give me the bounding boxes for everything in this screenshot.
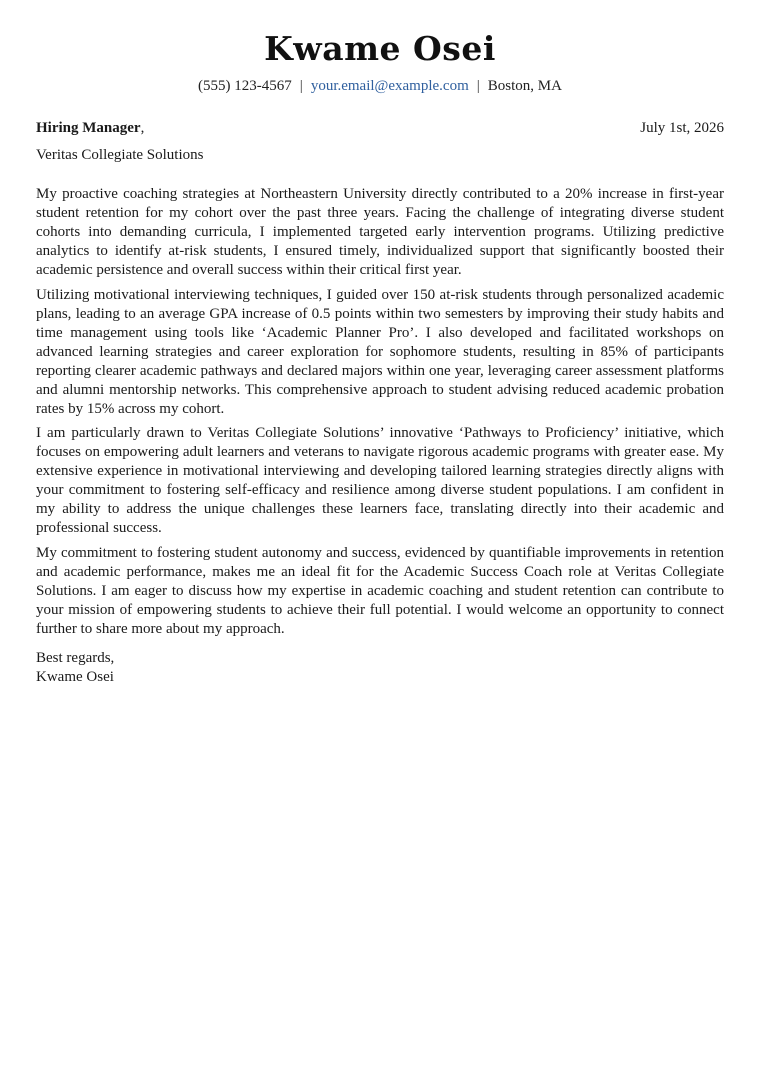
phone-number: (555) 123-4567 [198, 78, 292, 94]
body-paragraph-1: My proactive coaching strategies at Northeastern University directly contributed to a 20% increase in first-year student retention for my cohort over the past three years. Facing the challenge of integrating diverse student cohorts into demanding curricula, I implemented targeted early intervention programs. Utilizing predictive analytics to identify at-risk students, I ensured timely, individualized support that significantly boosted their academic persistence and overall success within their critical first year. [36, 186, 724, 278]
recipient-date-row [36, 119, 724, 137]
letter-body [36, 185, 724, 639]
email-link[interactable]: your.email@example.com [310, 78, 469, 94]
recipient-greeting [36, 119, 144, 137]
applicant-name: Kwame Osei [264, 29, 496, 68]
body-paragraph-2: Utilizing motivational interviewing techniques, I guided over 150 at-risk students through personalized academic plans, leading to an average GPA increase of 0.5 points within two semesters by improving their study habits and time management using tools like ‘Academic Planner Pro’. I also developed and facilitated workshops on advanced learning strategies and career exploration for sophomore students, resulting in 85% of participants reporting clearer academic pathways and declared majors within one year, leveraging career assessment platforms and alumni mentorship networks. This comprehensive approach to student advising reduced academic probation rates by 15% across my cohort. [36, 286, 724, 417]
contact-separator: | [476, 78, 480, 94]
contact-separator: | [299, 78, 303, 94]
recipient-company: Veritas Collegiate Solutions [36, 147, 204, 163]
closing-signature: Kwame Osei [36, 668, 114, 685]
recipient-title-comma: , [140, 120, 145, 136]
location: Boston, MA [487, 78, 562, 94]
recipient-title: Hiring Manager [36, 120, 141, 136]
letter-date: July 1st, 2026 [640, 120, 724, 136]
closing-salutation: Best regards, [36, 649, 115, 666]
letter-closing [36, 649, 724, 687]
body-paragraph-4: My commitment to fostering student autonomy and success, evidenced by quantifiable improvements in retention and academic performance, makes me an ideal fit for the Academic Success Coach role at Veritas Collegiate Solutions. I am eager to discuss how my expertise in academic coaching and student retention can contribute to your mission of empowering students to achieve their full potential. I would welcome an opportunity to connect further to share more about my approach. [36, 544, 724, 637]
body-paragraph-3: I am particularly drawn to Veritas Collegiate Solutions’ innovative ‘Pathways to Proficiency’ initiative, which focuses on empowering adult learners and veterans to navigate rigorous academic programs with greater ease. My extensive experience in motivational interviewing and developing tailored learning strategies directly aligns with your commitment to fostering self-efficacy and resilience among diverse student populations. I am confident in my ability to address the unique challenges these learners face, translating directly into their academic and professional success. [36, 425, 724, 536]
contact-line [36, 77, 724, 95]
